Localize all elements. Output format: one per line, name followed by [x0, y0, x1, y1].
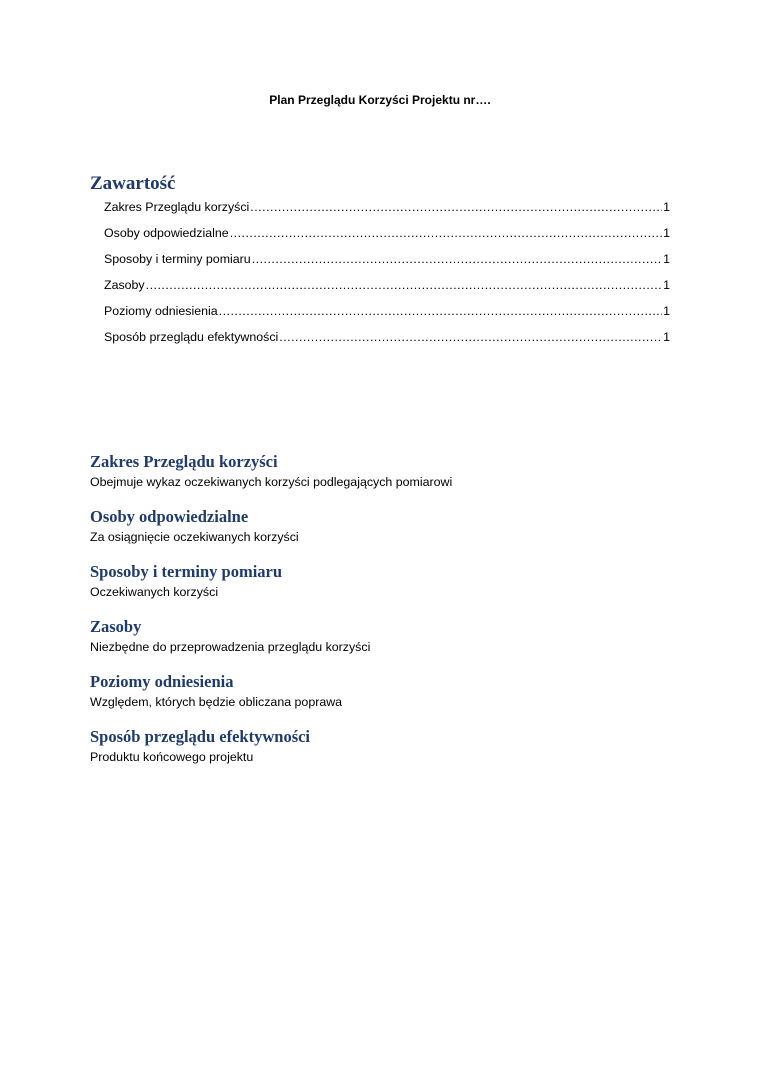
toc-heading: Zawartość [90, 173, 176, 194]
toc-entry-label: Zasoby [104, 278, 145, 292]
section-text: Niezbędne do przeprowadzenia przeglądu korzyści [90, 640, 371, 654]
toc-entry-label: Sposób przeglądu efektywności [104, 330, 279, 344]
toc-entry-osoby[interactable] [104, 224, 670, 250]
toc-leader-dots [230, 224, 662, 243]
section-zasoby [90, 615, 690, 670]
toc-entry-page: 1 [663, 200, 670, 214]
toc-entry-zakres[interactable] [104, 198, 670, 224]
toc-leader-dots [252, 250, 662, 269]
toc-leader-dots [279, 328, 662, 347]
toc-leader-dots [219, 302, 662, 321]
toc-entry-page: 1 [663, 278, 670, 292]
toc-leader-dots [250, 198, 662, 217]
section-heading: Sposoby i terminy pomiaru [90, 562, 283, 581]
toc-entry-zasoby[interactable] [104, 276, 670, 302]
toc-entry-sposoby[interactable] [104, 250, 670, 276]
section-text: Obejmuje wykaz oczekiwanych korzyści podlegających pomiarowi [90, 475, 453, 489]
toc-entry-page: 1 [663, 252, 670, 266]
document-title: Plan Przeglądu Korzyści Projektu nr…. [269, 93, 491, 107]
toc-entry-page: 1 [663, 330, 670, 344]
toc-entry-label: Osoby odpowiedzialne [104, 226, 229, 240]
section-heading: Zasoby [90, 617, 142, 636]
toc-entry-label: Sposoby i terminy pomiaru [104, 252, 251, 266]
section-heading: Sposób przeglądu efektywności [90, 727, 311, 746]
section-poziomy [90, 670, 690, 725]
toc-entry-page: 1 [663, 304, 670, 318]
section-text: Względem, których będzie obliczana poprawa [90, 695, 343, 709]
toc-entry-poziomy[interactable] [104, 302, 670, 328]
table-of-contents [104, 198, 670, 354]
section-heading: Zakres Przeglądu korzyści [90, 452, 278, 471]
toc-leader-dots [146, 276, 662, 295]
toc-entry-label: Zakres Przeglądu korzyści [104, 200, 250, 214]
document-body [90, 450, 690, 780]
section-osoby [90, 505, 690, 560]
toc-entry-page: 1 [663, 226, 670, 240]
toc-entry-sposob[interactable] [104, 328, 670, 354]
section-zakres [90, 450, 690, 505]
section-heading: Poziomy odniesienia [90, 672, 234, 691]
section-text: Oczekiwanych korzyści [90, 585, 219, 599]
section-heading: Osoby odpowiedzialne [90, 507, 249, 526]
section-sposob [90, 725, 690, 780]
section-text: Za osiągnięcie oczekiwanych korzyści [90, 530, 299, 544]
section-sposoby [90, 560, 690, 615]
toc-entry-label: Poziomy odniesienia [104, 304, 218, 318]
section-text: Produktu końcowego projektu [90, 750, 254, 764]
